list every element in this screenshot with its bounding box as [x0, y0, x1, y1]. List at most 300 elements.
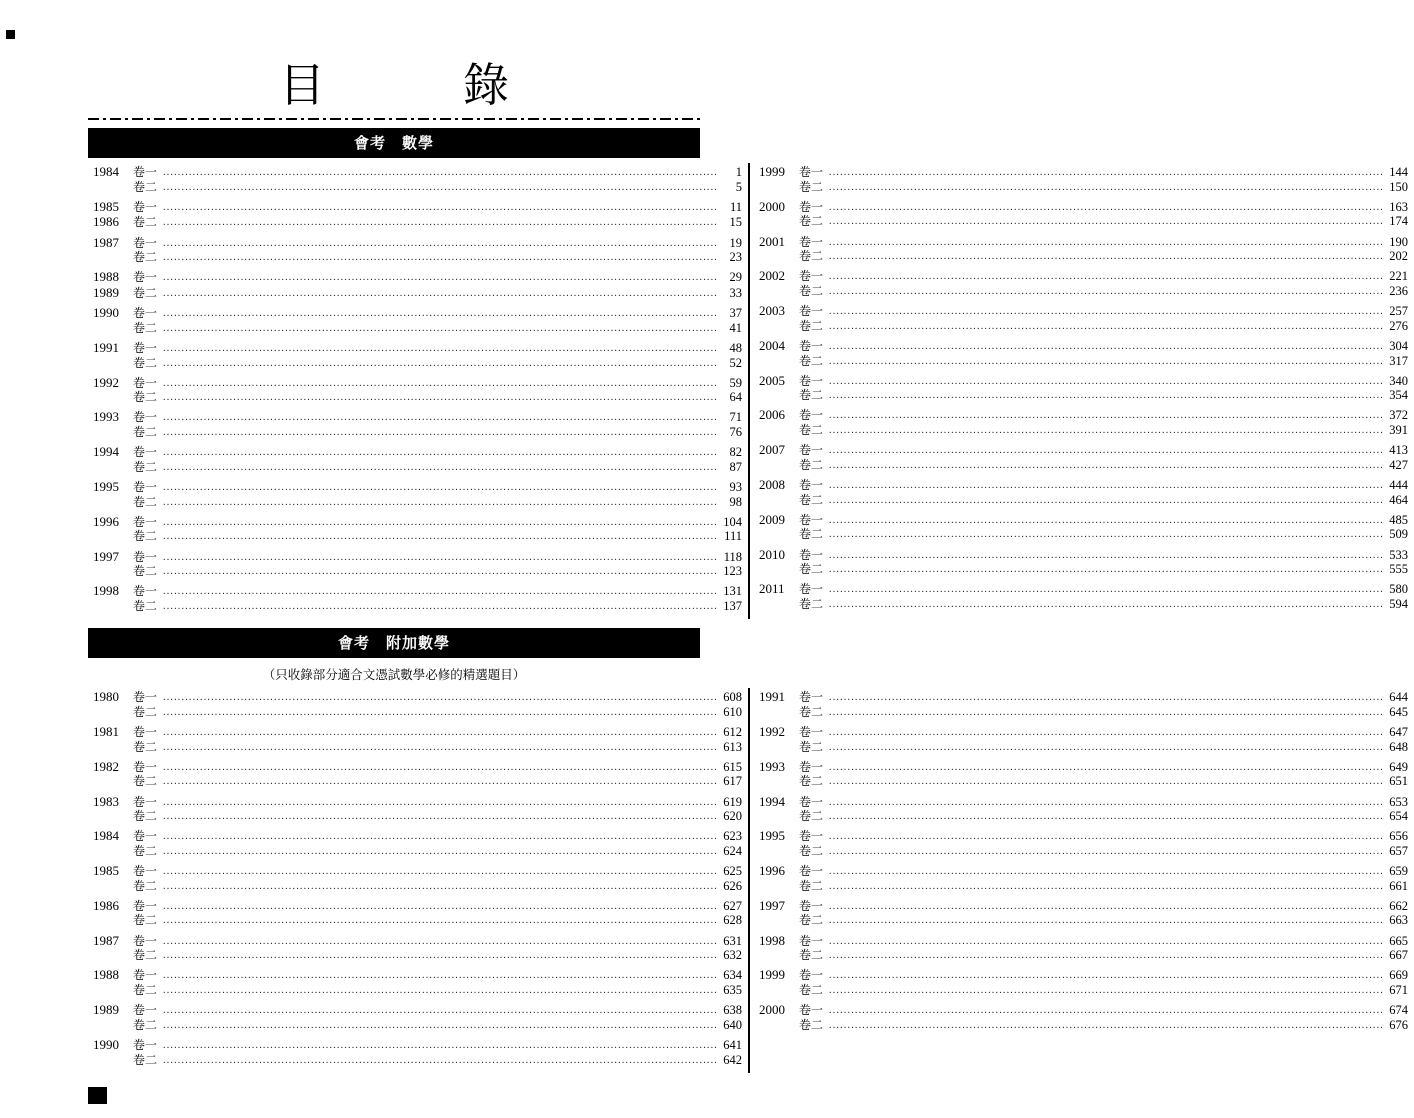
toc-row [93, 286, 742, 302]
dot-leader [163, 761, 718, 775]
paper-label: 卷二 [799, 527, 824, 542]
page-number: 640 [723, 1017, 742, 1032]
toc-year-group [759, 725, 1408, 755]
page-number: 87 [729, 459, 742, 474]
paper-label: 卷二 [133, 704, 158, 719]
dot-leader [829, 270, 1384, 284]
dot-leader [163, 251, 718, 265]
year-label: 2001 [759, 233, 785, 249]
dot-leader [163, 775, 718, 789]
year-label: 1984 [93, 164, 119, 179]
toc-row [93, 706, 742, 721]
dot-leader [163, 949, 718, 963]
toc-columns-ce-math [88, 163, 1408, 619]
toc-row [93, 565, 742, 580]
dot-leader [829, 726, 1384, 740]
dot-leader [163, 237, 718, 251]
dot-leader [829, 935, 1384, 949]
dot-leader [163, 691, 718, 705]
paper-label: 卷一 [799, 443, 824, 458]
paper-label: 卷二 [799, 948, 824, 963]
toc-row [93, 461, 742, 476]
year-label: 1995 [93, 479, 119, 495]
paper-label: 卷二 [799, 774, 824, 789]
toc-year-group [93, 236, 742, 266]
dot-leader [163, 411, 718, 425]
paper-label: 卷二 [799, 596, 824, 611]
toc-row [93, 845, 742, 860]
dot-leader [829, 563, 1384, 577]
dot-leader [829, 706, 1384, 720]
toc-row [759, 829, 1408, 845]
year-label: 1986 [93, 214, 119, 230]
page-number: 619 [723, 794, 742, 809]
page-number: 11 [729, 199, 742, 214]
page-number: 137 [723, 598, 742, 613]
paper-label: 卷二 [133, 529, 158, 544]
toc-row [93, 810, 742, 825]
toc-row [93, 775, 742, 790]
toc-year-group [759, 408, 1408, 438]
page-number: 485 [1389, 512, 1408, 527]
toc-row [759, 1003, 1408, 1019]
toc-year-group [93, 410, 742, 440]
toc-row [759, 269, 1408, 285]
paper-label: 卷二 [799, 318, 824, 333]
paper-label: 卷一 [799, 794, 824, 809]
toc-year-group [759, 443, 1408, 473]
paper-label: 卷二 [133, 564, 158, 579]
page-number: 651 [1389, 774, 1408, 789]
paper-label: 卷一 [133, 794, 158, 809]
page-number: 23 [729, 250, 742, 265]
dot-leader [829, 201, 1384, 215]
page-number: 661 [1389, 878, 1408, 893]
toc-year-group [759, 513, 1408, 543]
year-label: 2009 [759, 511, 785, 527]
page-number: 41 [729, 320, 742, 335]
paper-label: 卷二 [799, 388, 824, 403]
dot-leader [829, 598, 1384, 612]
toc-row [759, 810, 1408, 825]
dot-leader [163, 796, 718, 810]
paper-label: 卷二 [133, 1052, 158, 1067]
page-number: 354 [1389, 388, 1408, 403]
year-label: 1993 [759, 758, 785, 774]
page-number: 625 [723, 864, 742, 879]
paper-label: 卷一 [133, 480, 158, 495]
dot-leader [163, 600, 718, 614]
toc-row [759, 513, 1408, 529]
toc-year-group [93, 829, 742, 859]
paper-label: 卷二 [133, 739, 158, 754]
dot-leader [163, 271, 718, 285]
dot-leader [829, 479, 1384, 493]
page-number: 37 [729, 306, 742, 321]
paper-label: 卷二 [133, 285, 158, 300]
dot-leader [163, 810, 718, 824]
year-label: 1997 [759, 897, 785, 913]
toc-row [759, 389, 1408, 404]
page-number: 620 [723, 809, 742, 824]
year-label: 1992 [759, 723, 785, 739]
year-label: 1989 [93, 284, 119, 300]
section-ce-math [88, 128, 1408, 619]
year-label: 2002 [759, 268, 785, 284]
section-ce-additional-math [88, 628, 1408, 1073]
page-number: 257 [1389, 304, 1408, 319]
year-label: 1991 [759, 689, 785, 705]
year-label: 1981 [93, 723, 119, 739]
toc-year-group [93, 690, 742, 720]
paper-label: 卷一 [799, 968, 824, 983]
year-label: 1998 [93, 583, 119, 599]
page-number: 163 [1389, 199, 1408, 214]
paper-label: 卷一 [133, 306, 158, 321]
dot-leader [163, 726, 718, 740]
dot-leader [163, 585, 718, 599]
toc-column-left [88, 688, 748, 1073]
dot-leader [163, 287, 718, 301]
toc-row [93, 236, 742, 252]
toc-year-group [93, 934, 742, 964]
toc-row [93, 899, 742, 915]
toc-year-group [759, 548, 1408, 578]
page-number: 221 [1389, 269, 1408, 284]
page-number: 613 [723, 739, 742, 754]
dot-leader [829, 355, 1384, 369]
year-label: 1989 [93, 1002, 119, 1018]
dot-leader [829, 914, 1384, 928]
paper-label: 卷一 [133, 584, 158, 599]
year-label: 2000 [759, 1002, 785, 1018]
year-label: 1988 [93, 967, 119, 983]
dot-leader [829, 949, 1384, 963]
toc-year-group [759, 795, 1408, 825]
paper-label: 卷一 [133, 270, 158, 285]
toc-year-group [759, 200, 1408, 230]
toc-year-group [93, 480, 742, 510]
toc-row [759, 880, 1408, 895]
paper-label: 卷一 [133, 340, 158, 355]
paper-label: 卷一 [133, 1003, 158, 1018]
paper-label: 卷二 [133, 774, 158, 789]
dot-leader [829, 900, 1384, 914]
paper-label: 卷二 [133, 983, 158, 997]
page-number: 644 [1389, 690, 1408, 705]
page-number: 580 [1389, 582, 1408, 597]
dot-leader [163, 551, 718, 565]
toc-row [93, 1003, 742, 1019]
year-label: 1985 [93, 198, 119, 214]
year-label: 1983 [93, 793, 119, 809]
dot-leader [829, 984, 1384, 998]
year-label: 1987 [93, 932, 119, 948]
toc-row [759, 304, 1408, 320]
page-number: 317 [1389, 353, 1408, 368]
page-number: 93 [729, 480, 742, 495]
dot-leader [163, 845, 718, 859]
toc-row [93, 270, 742, 286]
toc-year-group [759, 864, 1408, 894]
toc-row [759, 424, 1408, 439]
toc-year-group [93, 341, 742, 371]
dot-leader [163, 216, 718, 230]
page-number: 104 [723, 514, 742, 529]
dot-leader [829, 1004, 1384, 1018]
toc-row [759, 374, 1408, 390]
toc-year-group [93, 725, 742, 755]
paper-label: 卷二 [799, 423, 824, 438]
dot-leader [829, 389, 1384, 403]
toc-row [93, 426, 742, 441]
toc-row [759, 914, 1408, 929]
paper-label: 卷二 [133, 425, 158, 440]
page-number: 59 [729, 375, 742, 390]
dot-leader [829, 583, 1384, 597]
page-number: 608 [723, 690, 742, 705]
page-number: 631 [723, 933, 742, 948]
toc-row [93, 391, 742, 406]
page-number: 15 [729, 215, 742, 230]
toc-year-group [759, 304, 1408, 334]
paper-label: 卷二 [799, 283, 824, 298]
paper-label: 卷二 [133, 179, 158, 194]
paper-label: 卷一 [799, 864, 824, 879]
toc-year-group [759, 829, 1408, 859]
toc-row [93, 357, 742, 372]
toc-year-group [93, 760, 742, 790]
year-label: 1995 [759, 828, 785, 844]
page-number: 654 [1389, 809, 1408, 824]
page-number: 645 [1389, 704, 1408, 719]
toc-year-group [93, 306, 742, 336]
paper-label: 卷一 [799, 933, 824, 948]
dot-leader [163, 969, 718, 983]
dot-leader [163, 322, 718, 336]
page-number: 174 [1389, 214, 1408, 229]
page-number: 48 [729, 340, 742, 355]
page-number: 610 [723, 704, 742, 719]
toc-row [93, 480, 742, 496]
toc-row [759, 563, 1408, 578]
page-number: 663 [1389, 913, 1408, 928]
page-number: 444 [1389, 478, 1408, 493]
dot-leader [829, 424, 1384, 438]
dot-leader [829, 494, 1384, 508]
paper-label: 卷二 [799, 878, 824, 893]
dot-leader [829, 375, 1384, 389]
year-label: 2011 [759, 581, 785, 597]
toc-row [759, 548, 1408, 564]
paper-label: 卷一 [133, 165, 158, 179]
paper-label: 卷一 [133, 898, 158, 913]
page-number: 656 [1389, 829, 1408, 844]
paper-label: 卷一 [799, 408, 824, 423]
toc-year-group [93, 968, 742, 998]
dot-leader [829, 166, 1384, 180]
toc-row [93, 550, 742, 566]
year-label: 2008 [759, 477, 785, 493]
page-number: 627 [723, 898, 742, 913]
page-number: 82 [729, 445, 742, 460]
page-number: 665 [1389, 933, 1408, 948]
toc-row [759, 528, 1408, 543]
toc-year-group [759, 269, 1408, 299]
paper-label: 卷一 [799, 829, 824, 844]
dash-dot-divider [88, 118, 700, 120]
paper-label: 卷二 [133, 878, 158, 893]
paper-label: 卷二 [799, 913, 824, 928]
paper-label: 卷一 [799, 338, 824, 353]
year-label: 1990 [93, 1036, 119, 1052]
dot-leader [163, 391, 718, 405]
dot-leader [829, 236, 1384, 250]
paper-label: 卷二 [799, 843, 824, 858]
year-label: 1996 [93, 513, 119, 529]
toc-year-group [759, 235, 1408, 265]
page-number: 29 [729, 270, 742, 285]
paper-label: 卷二 [133, 809, 158, 824]
page-number: 667 [1389, 948, 1408, 963]
dot-leader [829, 285, 1384, 299]
toc-row [93, 880, 742, 895]
paper-label: 卷二 [799, 179, 824, 194]
dot-leader [163, 706, 718, 720]
dot-leader [163, 446, 718, 460]
dot-leader [163, 880, 718, 894]
toc-row [93, 829, 742, 845]
paper-label: 卷一 [133, 410, 158, 425]
dot-leader [829, 340, 1384, 354]
dot-leader [163, 1019, 718, 1033]
toc-row [93, 690, 742, 706]
toc-row [759, 235, 1408, 251]
paper-label: 卷一 [799, 898, 824, 913]
dot-leader [163, 181, 718, 195]
toc-row [759, 984, 1408, 999]
paper-label: 卷一 [133, 1037, 158, 1052]
page-number: 98 [729, 494, 742, 509]
page-number: 509 [1389, 527, 1408, 542]
toc-row [93, 934, 742, 950]
year-label: 1986 [93, 897, 119, 913]
toc-row [93, 1054, 742, 1069]
toc-row [93, 410, 742, 426]
dot-leader [163, 201, 718, 215]
dot-leader [163, 1054, 718, 1068]
paper-label: 卷二 [799, 704, 824, 719]
toc-row [93, 949, 742, 964]
toc-row [759, 690, 1408, 706]
toc-row [759, 741, 1408, 756]
year-label: 2004 [759, 337, 785, 353]
dot-leader [163, 461, 718, 475]
paper-label: 卷一 [133, 968, 158, 983]
toc-row [93, 165, 742, 181]
page-number: 612 [723, 724, 742, 739]
paper-label: 卷一 [799, 478, 824, 493]
paper-label: 卷一 [799, 165, 824, 179]
toc-column-right [748, 688, 1414, 1073]
paper-label: 卷二 [799, 492, 824, 507]
dot-leader [829, 741, 1384, 755]
dot-leader [163, 357, 718, 371]
toc-year-group [93, 270, 742, 301]
page-number: 624 [723, 843, 742, 858]
paper-label: 卷一 [133, 514, 158, 529]
toc-year-group [93, 1038, 742, 1068]
toc-row [759, 408, 1408, 424]
paper-label: 卷二 [799, 983, 824, 997]
toc-row [93, 795, 742, 811]
toc-row [759, 478, 1408, 494]
toc-row [93, 341, 742, 357]
section-header-ce-math: 會考 數學 [88, 128, 700, 158]
toc-year-group [759, 968, 1408, 998]
dot-leader [163, 342, 718, 356]
dot-leader [829, 845, 1384, 859]
year-label: 1991 [93, 339, 119, 355]
toc-year-group [93, 445, 742, 475]
page-number: 19 [729, 235, 742, 250]
paper-label: 卷一 [799, 582, 824, 597]
dot-leader [163, 984, 718, 998]
dot-leader [829, 215, 1384, 229]
year-label: 2005 [759, 372, 785, 388]
page-number: 641 [723, 1037, 742, 1052]
page-number: 413 [1389, 443, 1408, 458]
paper-label: 卷一 [133, 375, 158, 390]
paper-label: 卷一 [133, 829, 158, 844]
page-number: 340 [1389, 373, 1408, 388]
toc-year-group [93, 515, 742, 545]
toc-row [93, 515, 742, 531]
toc-column-left [88, 163, 748, 619]
toc-year-group [93, 550, 742, 580]
toc-row [759, 459, 1408, 474]
toc-year-group [93, 899, 742, 929]
toc-content [88, 0, 1408, 1082]
dot-leader [163, 377, 718, 391]
paper-label: 卷一 [133, 759, 158, 774]
toc-row [759, 899, 1408, 915]
paper-label: 卷一 [799, 234, 824, 249]
toc-row [759, 725, 1408, 741]
page-number: 190 [1389, 234, 1408, 249]
toc-row [759, 339, 1408, 355]
page-number: 628 [723, 913, 742, 928]
page-number: 236 [1389, 283, 1408, 298]
page-number: 659 [1389, 864, 1408, 879]
toc-row [759, 200, 1408, 216]
dot-leader [829, 830, 1384, 844]
toc-year-group [759, 582, 1408, 612]
page-number: 674 [1389, 1003, 1408, 1018]
page-number: 150 [1389, 179, 1408, 194]
paper-label: 卷二 [133, 250, 158, 265]
toc-year-group [93, 864, 742, 894]
page-number: 647 [1389, 724, 1408, 739]
page-number: 533 [1389, 547, 1408, 562]
toc-column-right [748, 163, 1414, 619]
toc-row [759, 181, 1408, 196]
dot-leader [163, 307, 718, 321]
paper-label: 卷二 [133, 913, 158, 928]
page-number: 653 [1389, 794, 1408, 809]
year-label: 1980 [93, 689, 119, 705]
toc-year-group [759, 899, 1408, 929]
